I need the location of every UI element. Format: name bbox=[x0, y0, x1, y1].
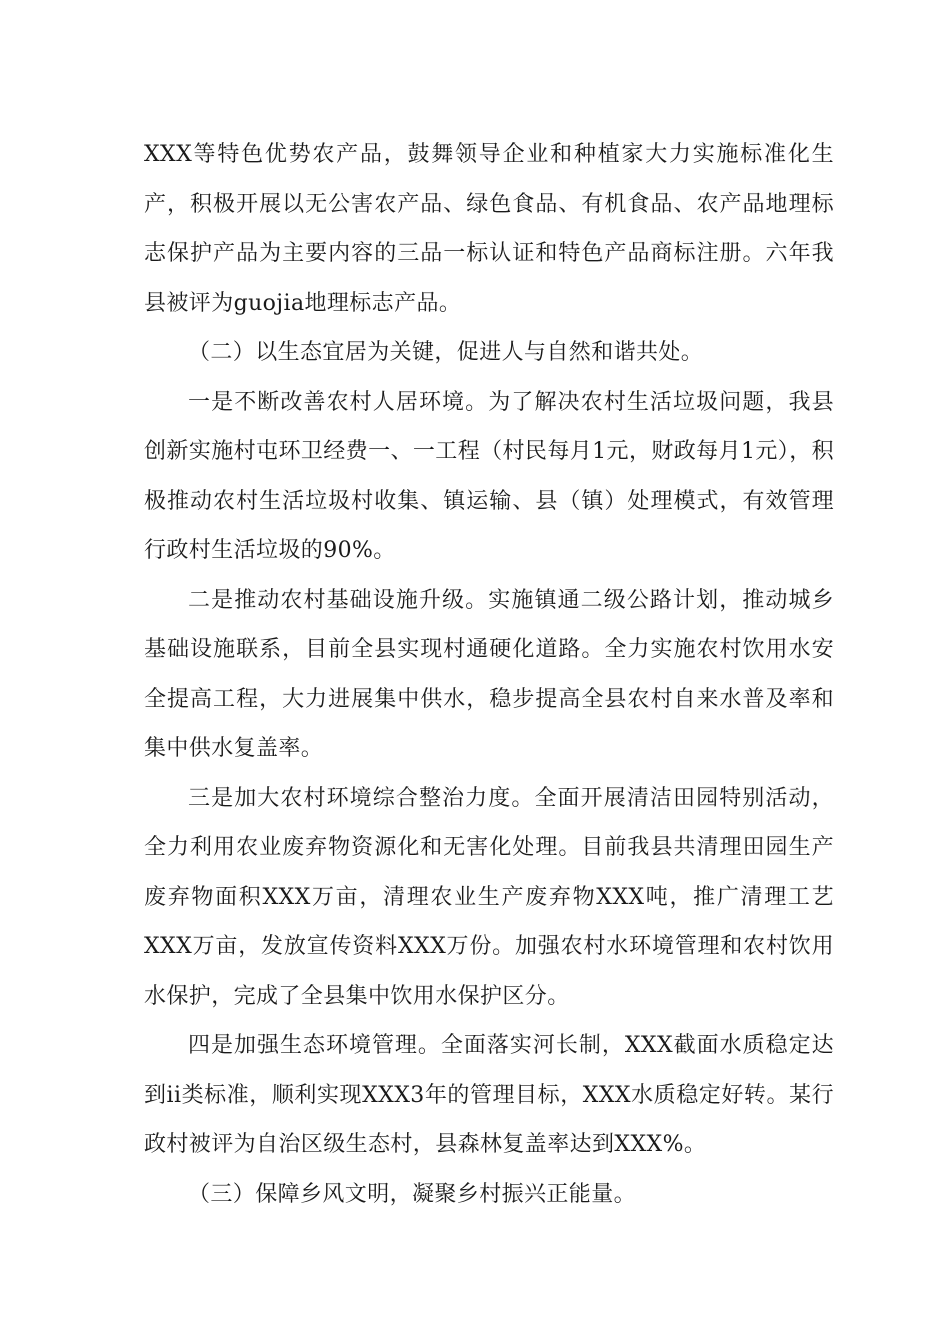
paragraph-specialty-products: XXX等特色优势农产品，鼓舞领导企业和种植家大力实施标准化生产，积极开展以无公害农产品、绿色食品、有机食品、农产品地理标志保护产品为主要内容的三品一标认证和特色产品商标注册。六年我县被评为guojia地理标志产品。 bbox=[144, 142, 834, 316]
paragraph-infrastructure: 二是推动农村基础设施升级。实施镇通二级公路计划，推动城乡基础设施联系，目前全县实现村通硬化道路。全力实施农村饮用水安全提高工程，大力进展集中供水，稳步提高全县农村自来水普及率和集中供水复盖率。 bbox=[144, 587, 834, 761]
section-heading-ecology: （二）以生态宜居为关键，促进人与自然和谐共处。 bbox=[188, 340, 704, 365]
paragraph-ecological-management: 四是加强生态环境管理。全面落实河长制，XXX截面水质稳定达到ii类标准，顺利实现XXX3年的管理目标，XXX水质稳定好转。某行政村被评为自治区级生态村，县森林复盖率达到XXX%。 bbox=[144, 1033, 834, 1157]
document-body bbox=[144, 130, 834, 1219]
paragraph-environment-rectification: 三是加大农村环境综合整治力度。全面开展清洁田园特别活动，全力利用农业废弃物资源化和无害化处理。目前我县共清理田园生产废弃物面积XXX万亩，清理农业生产废弃物XXX吨，推广清理工艺XXX万亩，发放宣传资料XXX万份。加强农村水环境管理和农村饮用水保护，完成了全县集中饮用水保护区分。 bbox=[144, 785, 834, 1009]
section-heading-civilization: （三）保障乡风文明，凝聚乡村振兴正能量。 bbox=[188, 1181, 637, 1207]
paragraph-living-environment: 一是不断改善农村人居环境。为了解决农村生活垃圾问题，我县创新实施村屯环卫经费一、一工程（村民每月1元，财政每月1元），积极推动农村生活垃圾村收集、镇运输、县（镇）处理模式，有效管理行政村生活垃圾的90%。 bbox=[144, 389, 834, 563]
